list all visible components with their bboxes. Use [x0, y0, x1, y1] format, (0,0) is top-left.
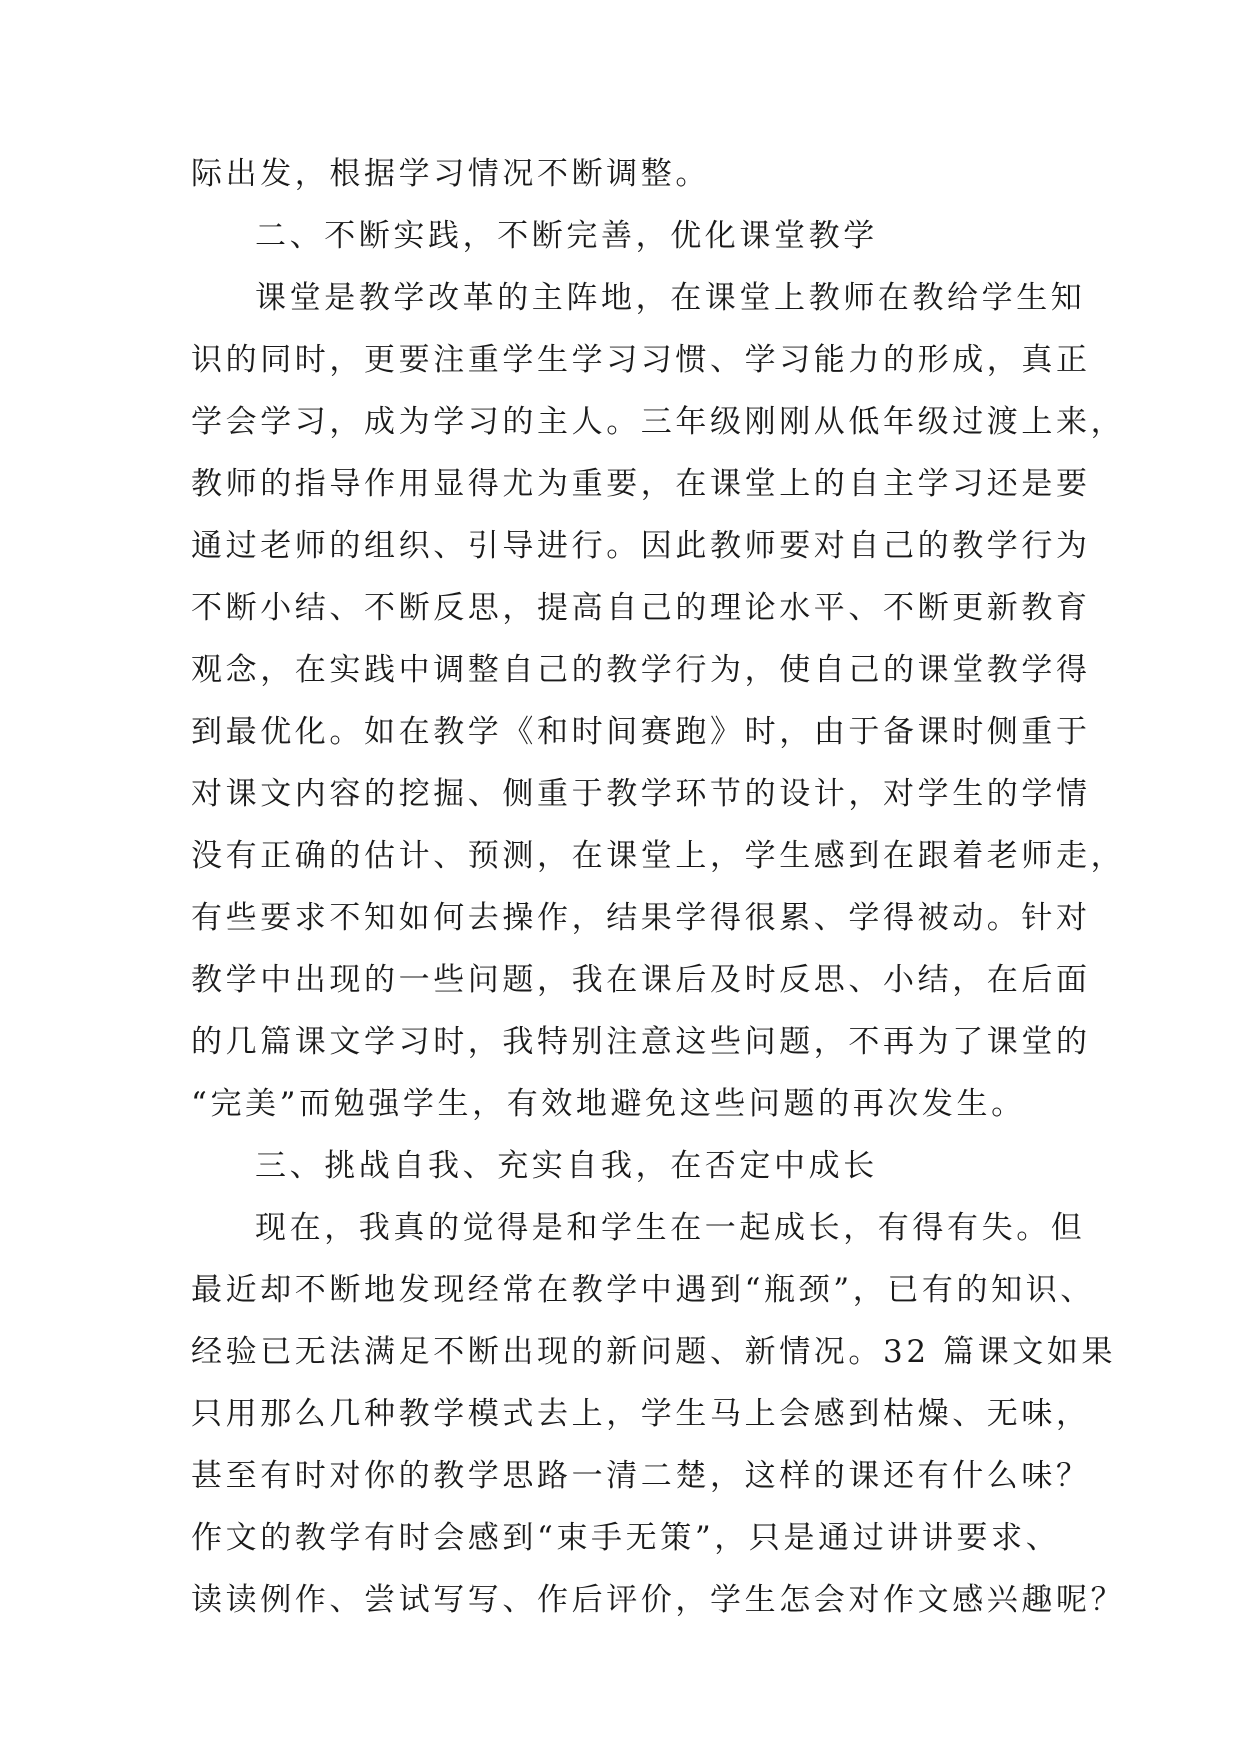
- text-line: 观念，在实践中调整自己的教学行为，使自己的课堂教学得: [191, 652, 1091, 688]
- paragraph-line: 现在，我真的觉得是和学生在一起成长，有得有失。但: [255, 1210, 1086, 1246]
- text-line: 对课文内容的挖掘、侧重于教学环节的设计，对学生的学情: [191, 776, 1091, 812]
- text-line: 经验已无法满足不断出现的新问题、新情况。32 篇课文如果: [191, 1334, 1117, 1370]
- section-heading: 二、不断实践，不断完善，优化课堂教学: [255, 218, 878, 254]
- text-line: “完美”而勉强学生，有效地避免这些问题的再次发生。: [191, 1086, 1026, 1122]
- text-line: 通过老师的组织、引导进行。因此教师要对自己的教学行为: [191, 528, 1091, 564]
- text-line: 际出发，根据学习情况不断调整。: [191, 156, 710, 192]
- text-line: 甚至有时对你的教学思路一清二楚，这样的课还有什么味？: [191, 1458, 1091, 1494]
- text-line: 只用那么几种教学模式去上，学生马上会感到枯燥、无味，: [191, 1396, 1091, 1432]
- text-line: 最近却不断地发现经常在教学中遇到“瓶颈”，已有的知识、: [191, 1272, 1095, 1308]
- section-heading: 三、挑战自我、充实自我，在否定中成长: [255, 1148, 878, 1184]
- text-line: 读读例作、尝试写写、作后评价，学生怎会对作文感兴趣呢？: [191, 1582, 1126, 1618]
- text-line: 的几篇课文学习时，我特别注意这些问题，不再为了课堂的: [191, 1024, 1091, 1060]
- text-line: 学会学习，成为学习的主人。三年级刚刚从低年级过渡上来，: [191, 404, 1126, 440]
- text-line: 教师的指导作用显得尤为重要，在课堂上的自主学习还是要: [191, 466, 1091, 502]
- text-line: 作文的教学有时会感到“束手无策”，只是通过讲讲要求、: [191, 1520, 1061, 1556]
- text-line: 教学中出现的一些问题，我在课后及时反思、小结，在后面: [191, 962, 1091, 998]
- text-line: 没有正确的估计、预测，在课堂上，学生感到在跟着老师走，: [191, 838, 1126, 874]
- text-line: 不断小结、不断反思，提高自己的理论水平、不断更新教育: [191, 590, 1091, 626]
- text-line: 识的同时，更要注重学生学习习惯、学习能力的形成，真正: [191, 342, 1091, 378]
- paragraph-line: 课堂是教学改革的主阵地，在课堂上教师在教给学生知: [255, 280, 1086, 316]
- text-line: 到最优化。如在教学《和时间赛跑》时，由于备课时侧重于: [191, 714, 1091, 750]
- text-line: 有些要求不知如何去操作，结果学得很累、学得被动。针对: [191, 900, 1091, 936]
